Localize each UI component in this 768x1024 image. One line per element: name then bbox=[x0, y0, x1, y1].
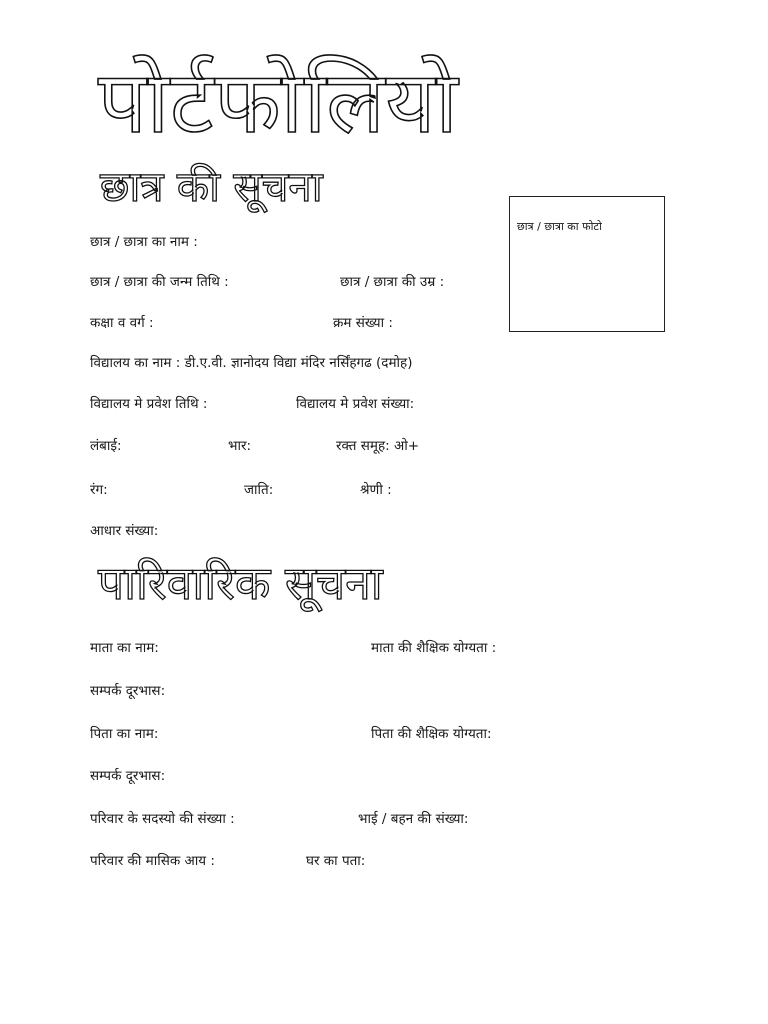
aadhaar-label: आधार संख्या: bbox=[90, 523, 159, 539]
photo-box bbox=[509, 196, 665, 332]
father-name-label: पिता का नाम: bbox=[90, 726, 159, 742]
caste-label: जाति: bbox=[244, 482, 274, 498]
photo-label: छात्र / छात्रा का फोटो bbox=[517, 220, 602, 233]
student-name-label: छात्र / छात्रा का नाम : bbox=[90, 234, 198, 250]
school-name-label: विद्यालय का नाम : डी.ए.वी. ज्ञानोदय विद्या मंदिर नर्सिंहगढ (दमोह) bbox=[90, 355, 413, 371]
weight-label: भार: bbox=[228, 438, 252, 454]
mother-name-label: माता का नाम: bbox=[90, 640, 159, 656]
mother-phone-label: सम्पर्क दूरभास: bbox=[90, 683, 166, 699]
category-label: श्रेणी : bbox=[360, 482, 392, 498]
complexion-label: रंग: bbox=[90, 482, 108, 498]
portfolio-title: पोर्टफोलियो bbox=[98, 53, 459, 153]
mother-qualification-label: माता की शैक्षिक योग्यता : bbox=[371, 640, 497, 656]
height-label: लंबाई: bbox=[90, 438, 122, 454]
family-members-label: परिवार के सदस्यो की संख्या : bbox=[90, 811, 235, 827]
admission-date-label: विद्यालय मे प्रवेश तिथि : bbox=[90, 396, 208, 412]
student-age-label: छात्र / छात्रा की उम्र : bbox=[340, 274, 445, 290]
class-section-label: कक्षा व वर्ग : bbox=[90, 315, 154, 331]
father-phone-label: सम्पर्क दूरभास: bbox=[90, 768, 166, 784]
student-dob-label: छात्र / छात्रा की जन्म तिथि : bbox=[90, 274, 229, 290]
admission-number-label: विद्यालय मे प्रवेश संख्या: bbox=[296, 396, 415, 412]
student-info-heading: छात्र की सूचना bbox=[100, 162, 323, 211]
roll-number-label: क्रम संख्या : bbox=[333, 315, 393, 331]
address-label: घर का पता: bbox=[306, 853, 366, 869]
father-qualification-label: पिता की शैक्षिक योग्यता: bbox=[371, 726, 492, 742]
blood-group-label: रक्त समूह: ओ+ bbox=[336, 438, 420, 454]
siblings-label: भाई / बहन की संख्या: bbox=[358, 811, 469, 827]
monthly-income-label: परिवार की मासिक आय : bbox=[90, 853, 215, 869]
family-info-heading: पारिवारिक सूचना bbox=[98, 556, 383, 610]
